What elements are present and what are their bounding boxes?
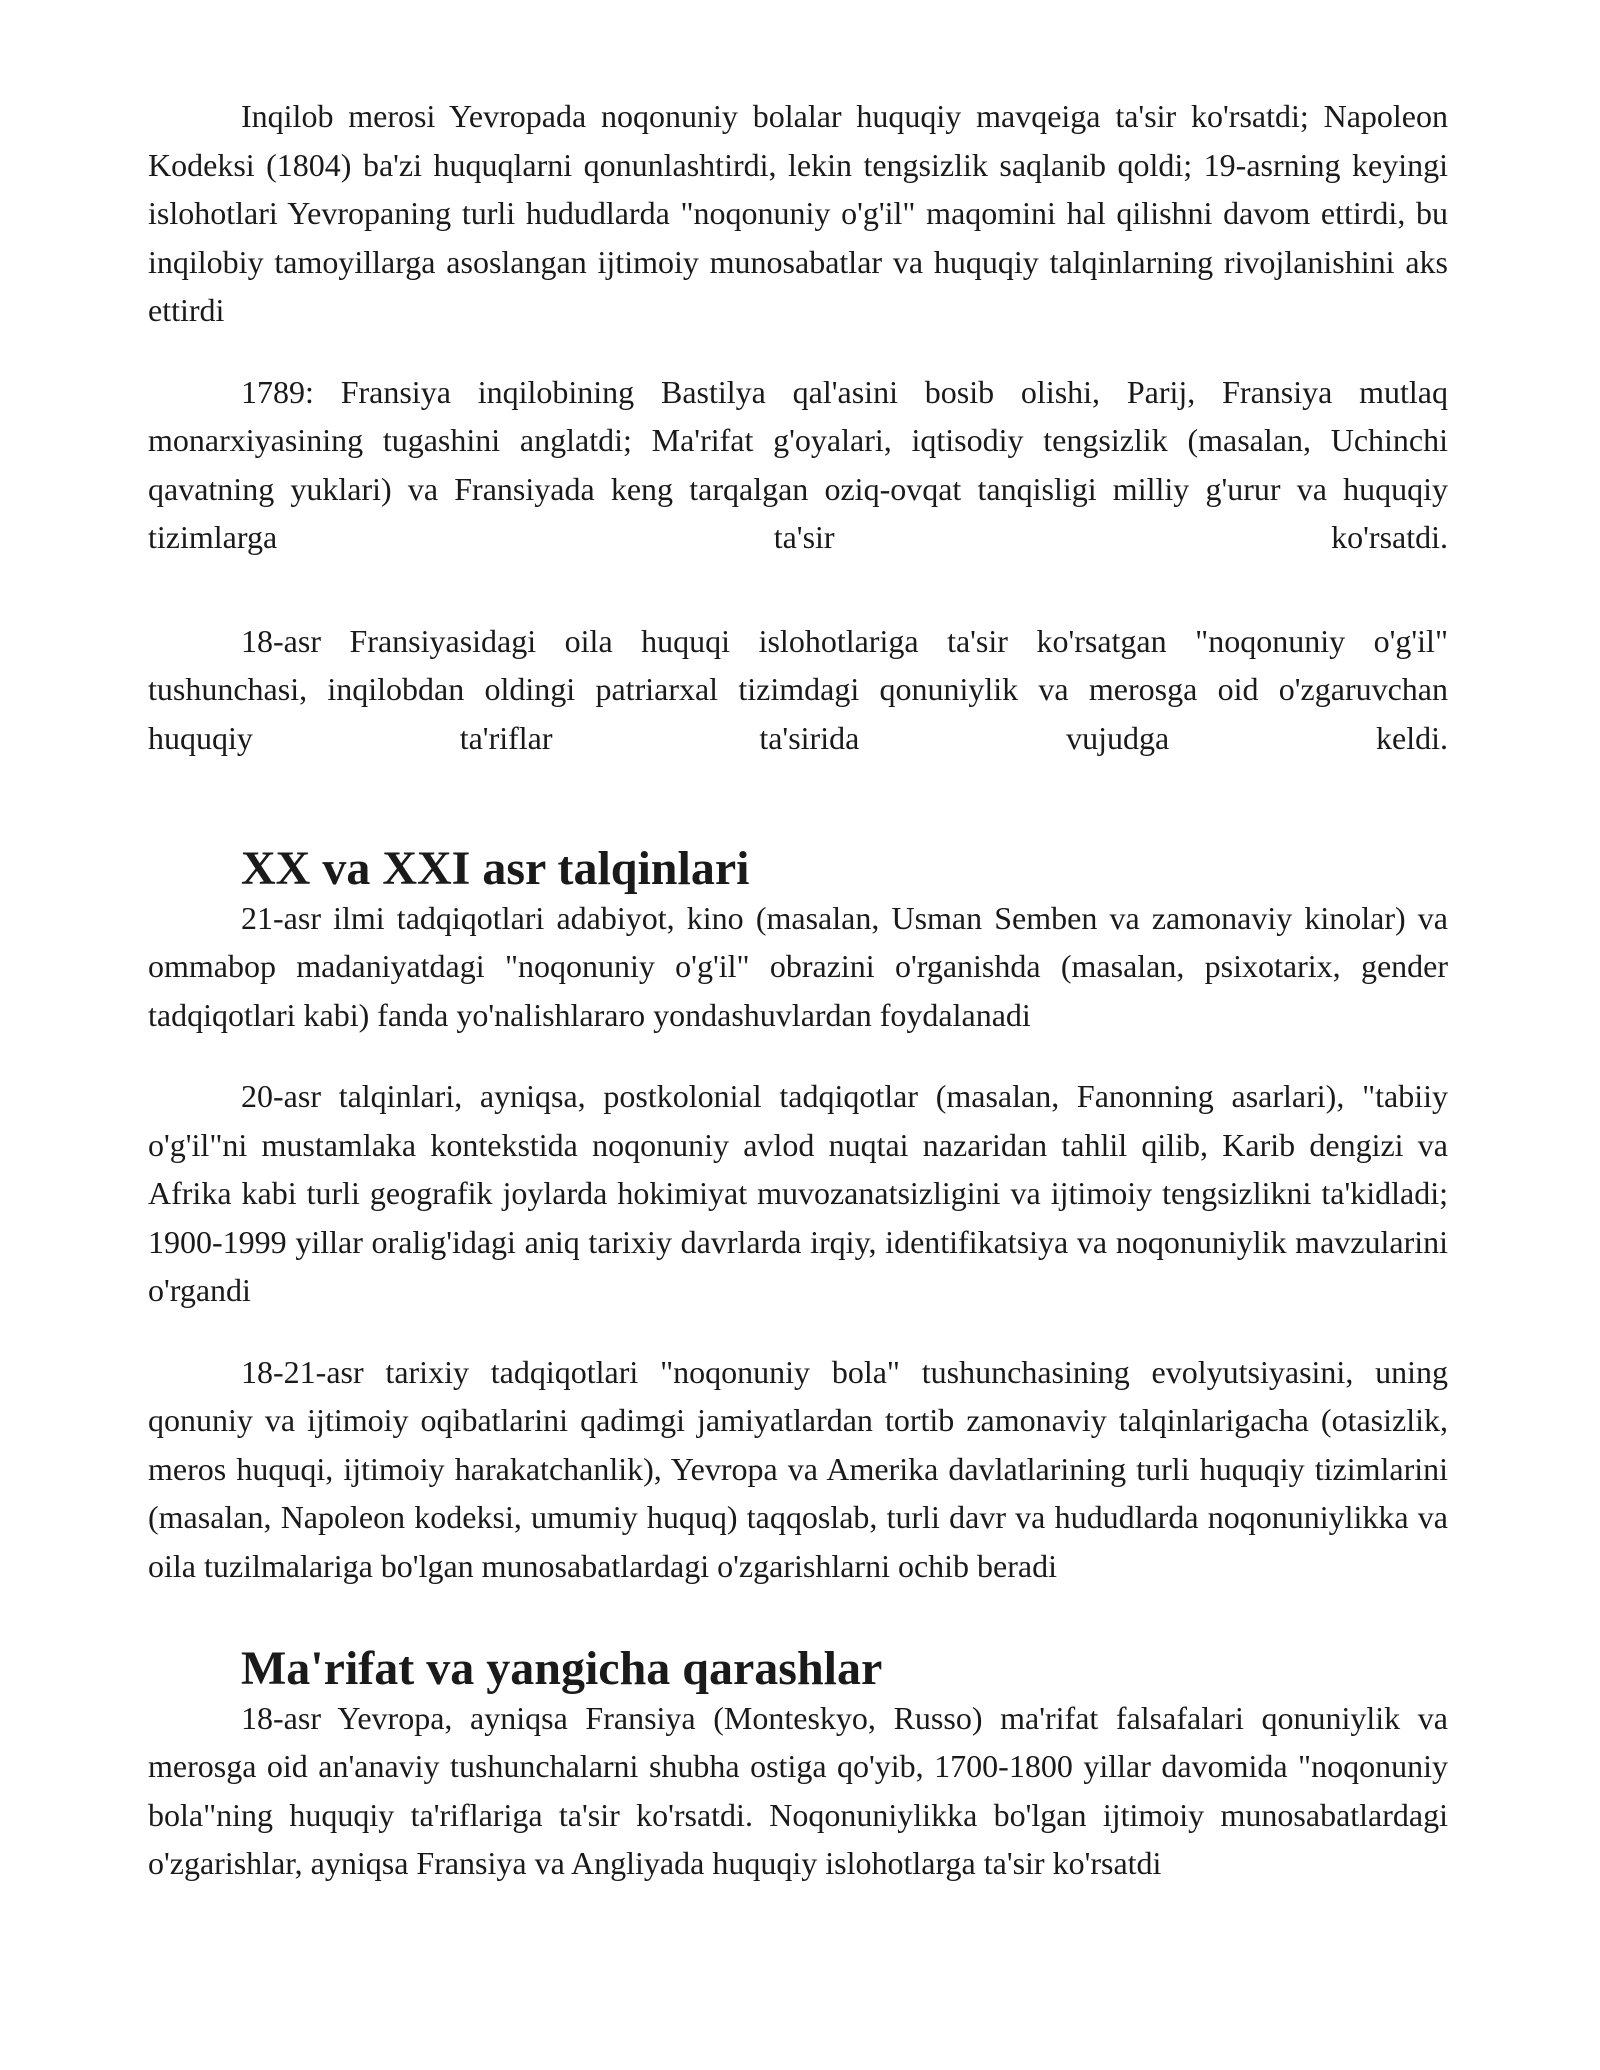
paragraph-1789-revolution: 1789: Fransiya inqilobining Bastilya qal'asini bosib olishi, Parij, Fransiya mutlaq monarxiyasining tugashini anglatdi; Ma'rifat g'oyalari, iqtisodiy tengsizlik (masalan, Uchinchi qavatning yuklari) va Fransiyada keng tarqalgan oziq-ovqat tanqisligi milliy g'urur va huquqiy tizimlarga ta'sir ko'rsatdi. <box>148 373 1448 555</box>
spacer <box>148 762 1448 845</box>
paragraph-18th-century-concept: 18-asr Fransiyasidagi oila huquqi islohotlariga ta'sir ko'rsatgan "noqonuniy o'g'il" tushunchasi, inqilobdan oldingi patriarxal tizimdagi qonuniylik va merosga oid o'zgaruvchan huquqiy ta'riflar ta'sirida vujudga keldi. <box>148 622 1448 756</box>
document-page <box>148 92 1448 1888</box>
spacer <box>148 335 1448 368</box>
spacer <box>148 1590 1448 1645</box>
spacer <box>148 1039 1448 1072</box>
paragraph-revolution-legacy: Inqilob merosi Yevropada noqonuniy bolalar huquqiy mavqeiga ta'sir ko'rsatdi; Napoleon Kodeksi (1804) ba'zi huquqlarni qonunlashtirdi, lekin tengsizlik saqlanib qoldi; 19-asrning keyingi islohotlari Yevropaning turli hududlarda "noqonuniy o'g'il" maqomini hal qilishni davom ettirdi, bu inqilobiy tamoyillarga asoslangan ijtimoiy munosabatlar va huquqiy talqinlarning rivojlanishini aks ettirdi <box>148 98 1448 328</box>
spacer <box>148 1315 1448 1348</box>
section-heading-enlightenment: Ma'rifat va yangicha qarashlar <box>241 1642 883 1695</box>
spacer <box>148 562 1448 617</box>
section-heading-interpretations: XX va XXI asr talqinlari <box>241 842 750 895</box>
paragraph-21st-century-research: 21-asr ilmi tadqiqotlari adabiyot, kino (masalan, Usman Semben va zamonaviy kinolar) va ommabop madaniyatdagi "noqonuniy o'g'il" obrazini o'rganishda (masalan, psixotarix, gender tadqiqotlari kabi) fanda yo'nalishlararo yondashuvlardan foydalanadi <box>148 899 1448 1033</box>
paragraph-historical-research: 18-21-asr tarixiy tadqiqotlari "noqonuniy bola" tushunchasining evolyutsiyasini, uning qonuniy va ijtimoiy oqibatlarini qadimgi jamiyatlardan tortib zamonaviy talqinlarigacha (otasizlik, meros huquqi, ijtimoiy harakatchanlik), Yevropa va Amerika davlatlarining turli huquqiy tizimlarini (masalan, Napoleon kodeksi, umumiy huquq) taqqoslab, turli davr va hududlarda noqonuniylikka va oila tuzilmalariga bo'lgan munosabatlardagi o'zgarishlarni ochib beradi <box>148 1353 1448 1584</box>
paragraph-20th-century-interpretations: 20-asr talqinlari, ayniqsa, postkolonial tadqiqotlar (masalan, Fanonning asarlari), "tabiiy o'g'il"ni mustamlaka kontekstida noqonuniy avlod nuqtai nazaridan tahlil qilib, Karib dengizi va Afrika kabi turli geografik joylarda hokimiyat muvozanatsizligini va ijtimoiy tengsizlikni ta'kidladi; 1900-1999 yillar oralig'idagi aniq tarixiy davrlarda irqiy, identifikatsiya va noqonuniylik mavzularini o'rgandi <box>148 1078 1448 1308</box>
paragraph-enlightenment-philosophies: 18-asr Yevropa, ayniqsa Fransiya (Monteskyo, Russo) ma'rifat falsafalari qonuniylik va merosga oid an'anaviy tushunchalarni shubha ostiga qo'yib, 1700-1800 yillar davomida "noqonuniy bola"ning huquqiy ta'riflariga ta'sir ko'rsatdi. Noqonuniylikka bo'lgan ijtimoiy munosabatlardagi o'zgarishlar, ayniqsa Fransiya va Angliyada huquqiy islohotlarga ta'sir ko'rsatdi <box>148 1699 1448 1881</box>
